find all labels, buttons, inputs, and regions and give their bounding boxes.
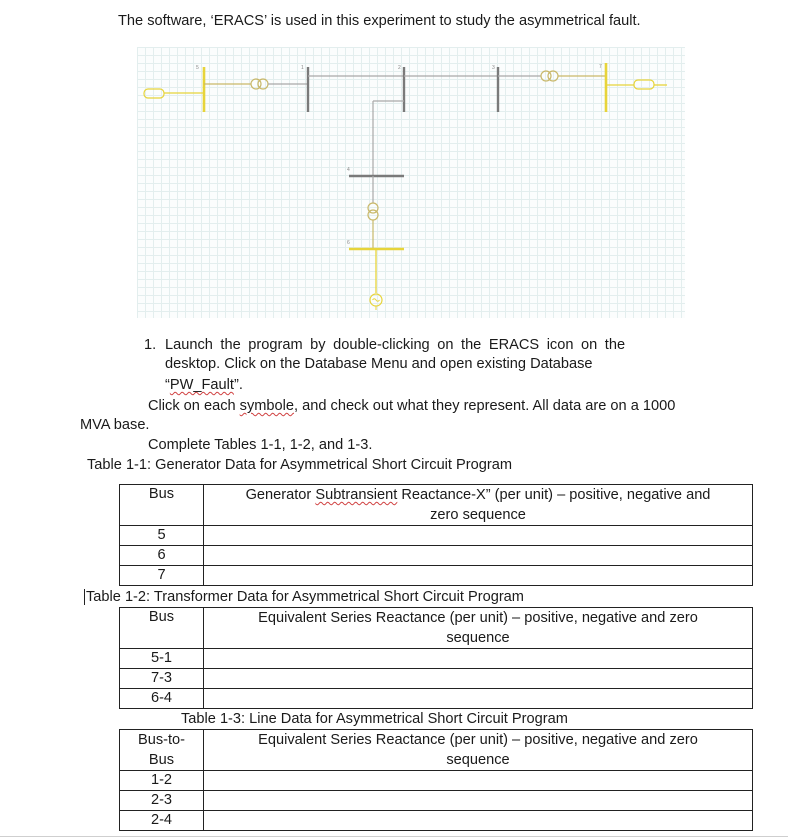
grid-infeed-right [606, 80, 667, 89]
table1-caption: Table 1-1: Generator Data for Asymmetrical Short Circuit Program [87, 457, 512, 473]
complete-tables-text: Complete Tables 1-1, 1-2, and 1-3. [148, 437, 373, 453]
bus-label-2: 2 [398, 65, 401, 71]
line-table [119, 729, 753, 831]
col-header-reactance: Generator Subtransient Reactance-X” (per unit) – positive, negative and zero sequence [204, 485, 753, 526]
table-header [120, 730, 753, 771]
instruction-paragraph: Click on each symbole, and check out what they represent. All data are on a 1000 [148, 398, 676, 414]
value-cell[interactable] [204, 791, 753, 811]
value-cell[interactable] [204, 689, 753, 709]
table-row: 7 [120, 566, 753, 586]
table-row: 5-1 [120, 649, 753, 669]
step1-line2: desktop. Click on the Database Menu and open existing Database [165, 356, 593, 372]
generator-6[interactable] [370, 294, 382, 310]
value-cell[interactable] [204, 566, 753, 586]
table3-caption: Table 1-3: Line Data for Asymmetrical Short Circuit Program [181, 711, 568, 727]
bus-label-6: 6 [347, 240, 350, 246]
grid-infeed-left [144, 89, 204, 98]
col-header-reactance: Equivalent Series Reactance (per unit) – positive, negative and zero sequence [204, 730, 753, 771]
transformer-6-4[interactable] [368, 203, 378, 220]
table-row: 2-3 [120, 791, 753, 811]
transformer-5-1[interactable] [251, 79, 268, 89]
bus-label-5: 5 [196, 65, 199, 71]
transformer-7-3[interactable] [541, 71, 558, 81]
table-row: 7-3 [120, 669, 753, 689]
generator-table [119, 484, 753, 586]
table-row: 1-2 [120, 771, 753, 791]
value-cell[interactable] [204, 771, 753, 791]
page-divider [0, 836, 788, 837]
table-header [120, 485, 753, 526]
table-row: 5 [120, 526, 753, 546]
bus-label-7: 7 [599, 64, 602, 70]
step1-line3: “PW_Fault”. [165, 377, 243, 393]
database-name: PW_Fault [169, 377, 234, 393]
value-cell[interactable] [204, 546, 753, 566]
table-row: 6-4 [120, 689, 753, 709]
single-line-diagram [137, 47, 685, 318]
table-row: 2-4 [120, 811, 753, 831]
col-header-bus-to-bus: Bus-to- Bus [120, 730, 204, 771]
network-diagram [137, 47, 685, 318]
table-header [120, 608, 753, 649]
col-header-bus: Bus [120, 485, 204, 526]
value-cell[interactable] [204, 669, 753, 689]
col-header-bus: Bus [120, 608, 204, 649]
step-number: 1. [144, 337, 157, 353]
bus-label-4: 4 [347, 167, 350, 173]
instruction-paragraph-cont: MVA base. [80, 417, 150, 433]
table-row: 6 [120, 546, 753, 566]
transformer-table [119, 607, 753, 709]
step1-line1: Launch the program by double-clicking on the ERACS icon on the [165, 337, 626, 353]
bus-label-1: 1 [301, 65, 304, 71]
value-cell[interactable] [204, 811, 753, 831]
value-cell[interactable] [204, 526, 753, 546]
intro-text: The software, ‘ERACS’ is used in this experiment to study the asymmetrical fault. [118, 13, 641, 29]
bus-label-3: 3 [492, 65, 495, 71]
value-cell[interactable] [204, 649, 753, 669]
col-header-reactance: Equivalent Series Reactance (per unit) – positive, negative and zero sequence [204, 608, 753, 649]
table2-caption: Table 1-2: Transformer Data for Asymmetrical Short Circuit Program [86, 589, 524, 605]
